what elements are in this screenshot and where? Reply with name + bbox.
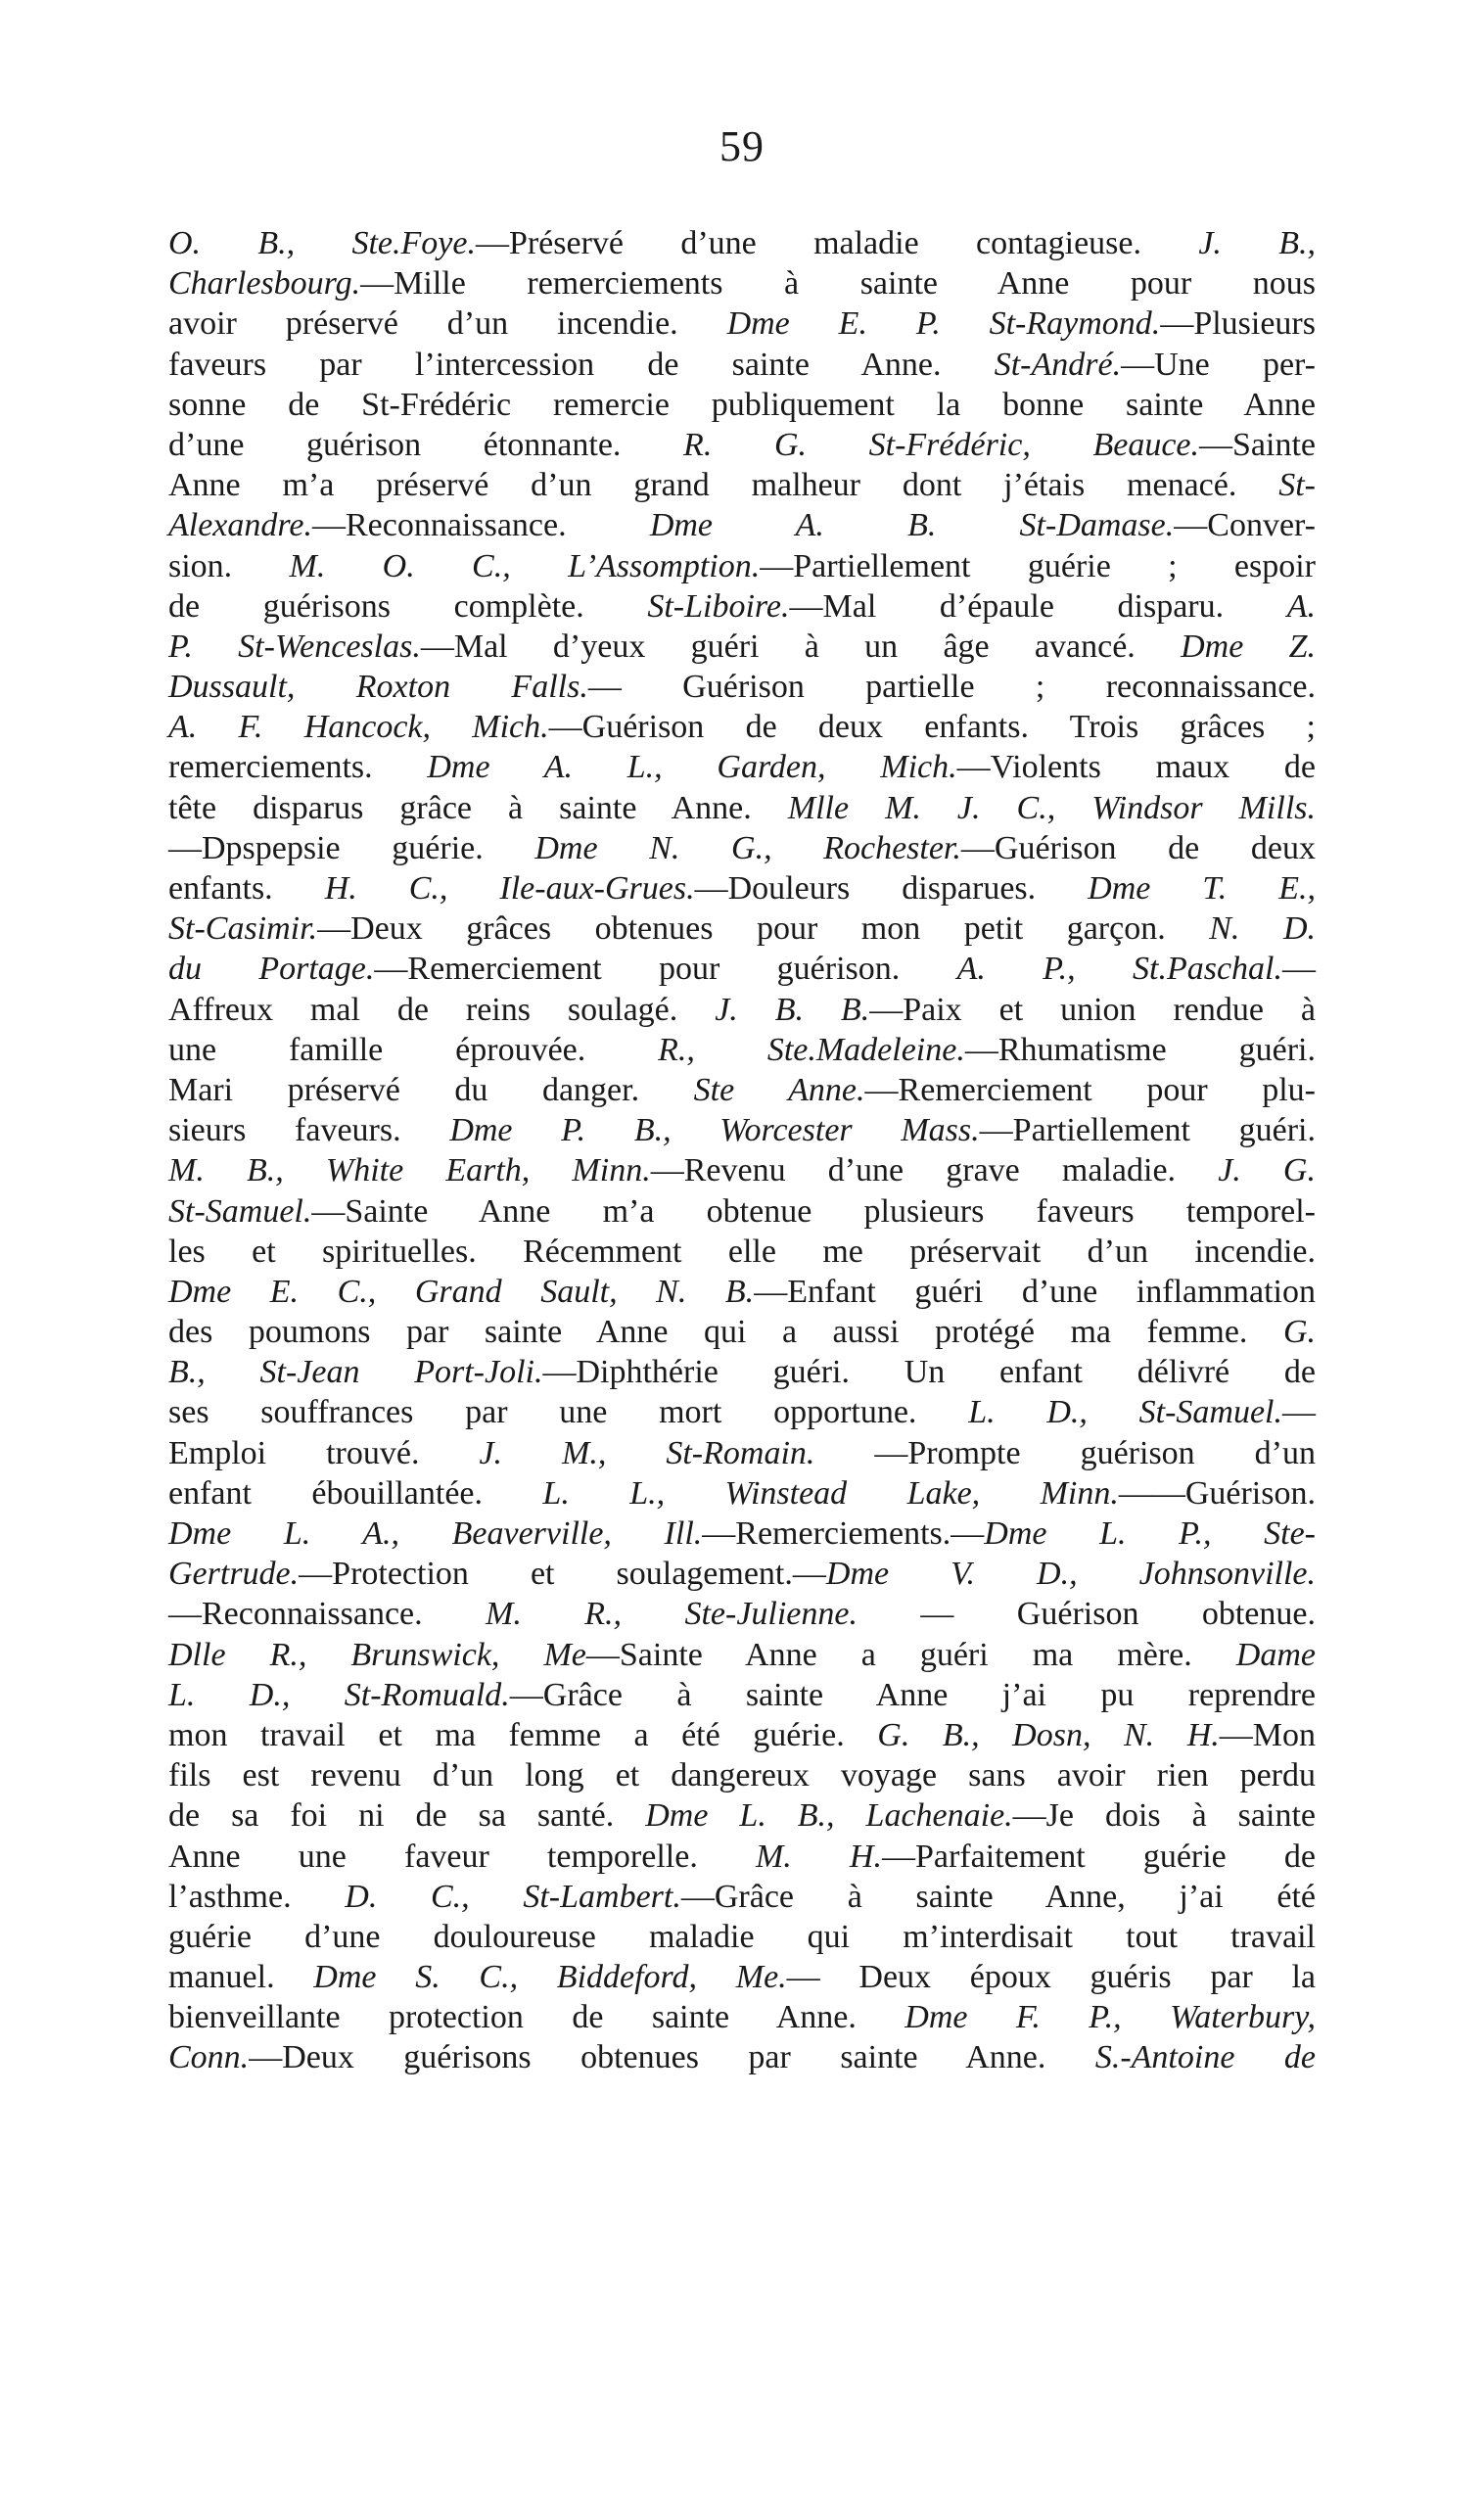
text-run: d’une guérison étonnante. <box>168 426 684 463</box>
text-run: —Violents maux de <box>956 749 1316 786</box>
text-line <box>168 1191 1316 1232</box>
text-line <box>168 1917 1316 1957</box>
text-run: —Remerciement pour plu- <box>864 1071 1316 1108</box>
italic-reference: R., Ste.Madeleine. <box>658 1031 965 1068</box>
text-run: —Partiellement guérie ; espoir <box>760 547 1316 584</box>
text-line <box>168 868 1316 908</box>
text-line <box>168 1150 1316 1190</box>
text-run: sonne de St-Frédéric remercie publiquement la bonne sainte Anne <box>168 386 1316 423</box>
text-run: — <box>1282 951 1316 988</box>
text-run: —Remerciement pour guérison. <box>374 951 957 988</box>
italic-reference: Alexandre. <box>168 507 312 544</box>
text-line <box>168 1877 1316 1917</box>
italic-reference: D. C., St-Lambert. <box>345 1878 681 1915</box>
italic-reference: N. D. <box>1209 910 1316 948</box>
text-line <box>168 1997 1316 2037</box>
text-line <box>168 1110 1316 1150</box>
text-line <box>168 465 1316 505</box>
text-run: — <box>1282 1394 1316 1431</box>
italic-reference: P. St-Wenceslas. <box>168 628 421 665</box>
italic-reference: H. C., Ile-aux-Grues. <box>324 870 695 907</box>
italic-reference: St-Liboire. <box>647 587 790 625</box>
text-line <box>168 223 1316 263</box>
text-line <box>168 908 1316 949</box>
text-run: —Partiellement guéri. <box>979 1112 1316 1149</box>
text-run: Anne m’a préservé d’un grand malheur dont j’étais menacé. <box>168 467 1279 504</box>
text-run: enfants. <box>168 870 325 907</box>
text-line <box>168 747 1316 787</box>
text-run: Anne une faveur temporelle. <box>168 1838 756 1875</box>
text-line <box>168 1837 1316 1877</box>
text-line <box>168 303 1316 344</box>
text-run: —Mon <box>1219 1716 1317 1753</box>
text-run: —Rhumatisme guéri. <box>964 1031 1316 1068</box>
text-run: ——Guérison. <box>1118 1474 1316 1512</box>
text-run: —Revenu d’une grave maladie. <box>650 1152 1219 1189</box>
text-line <box>168 1030 1316 1070</box>
text-run: fils est revenu d’un long et dangereux voyage sans avoir rien perdu <box>168 1757 1316 1794</box>
text-line <box>168 1312 1316 1352</box>
text-run: —Parfaitement guérie de <box>881 1838 1316 1875</box>
text-run: faveurs par l’intercession de sainte Anne. <box>168 346 995 383</box>
text-run: Emploi trouvé. <box>168 1434 480 1471</box>
italic-reference: J. B., <box>1198 225 1316 261</box>
page-number: 59 <box>719 122 765 170</box>
text-line <box>168 990 1316 1030</box>
text-run: de guérisons complète. <box>168 587 648 625</box>
italic-reference: M. O. C., L’Assomption. <box>289 547 761 584</box>
text-run: avoir préservé d’un incendie. <box>168 305 727 343</box>
text-run: —Remerciements.— <box>702 1515 985 1552</box>
text-run: —Reconnaissance. <box>168 1596 487 1633</box>
italic-reference: Gertrude. <box>168 1556 300 1593</box>
italic-reference: J. B. B. <box>715 991 870 1028</box>
italic-reference: Dme T. E., <box>1088 870 1316 907</box>
italic-reference: Dme A. B. St-Damase. <box>649 507 1175 544</box>
text-run: —Grâce à sainte Anne j’ai pu reprendre <box>509 1676 1317 1713</box>
italic-reference: du Portage. <box>168 951 375 988</box>
text-run: —Enfant guéri d’une inflammation <box>754 1273 1316 1310</box>
text-line <box>168 828 1316 868</box>
text-run: sion. <box>168 547 290 584</box>
text-run: — Guérison obtenue. <box>857 1596 1316 1633</box>
italic-reference: G. B., Dosn, N. H. <box>877 1716 1220 1753</box>
text-line <box>168 1070 1316 1110</box>
italic-reference: R. G. St-Frédéric, Beauce. <box>683 426 1200 463</box>
italic-reference: M. H. <box>755 1838 882 1875</box>
text-run: —Je dois à sainte <box>1012 1797 1316 1835</box>
italic-reference: J. G. <box>1218 1152 1316 1189</box>
italic-reference: Dme F. P., Waterbury, <box>904 1999 1316 2036</box>
text-line <box>168 505 1316 545</box>
text-line <box>168 1514 1316 1554</box>
text-run: tête disparus grâce à sainte Anne. <box>168 789 788 826</box>
text-line <box>168 546 1316 586</box>
italic-reference: St-Samuel. <box>168 1192 312 1230</box>
text-line <box>168 1352 1316 1392</box>
text-run: — Guérison partielle ; reconnaissance. <box>587 669 1317 706</box>
text-run: Affreux mal de reins soulagé. <box>168 991 716 1028</box>
text-line <box>168 1715 1316 1755</box>
text-run: ses souffrances par une mort opportune. <box>168 1394 969 1431</box>
italic-reference: Dme V. D., Johnsonville. <box>825 1556 1317 1593</box>
italic-reference: St-Casimir. <box>168 910 318 948</box>
text-line <box>168 2037 1316 2077</box>
text-run: des poumons par sainte Anne qui a aussi protégé ma femme. <box>168 1314 1283 1351</box>
italic-reference: Conn. <box>168 2039 250 2076</box>
italic-reference: Mlle M. J. C., Windsor Mills. <box>787 789 1316 826</box>
text-line <box>168 385 1316 425</box>
italic-reference: A. <box>1286 587 1317 625</box>
text-run: —Protection et soulagement.— <box>299 1556 826 1593</box>
text-run: —Sainte <box>1199 426 1316 463</box>
text-line <box>168 1473 1316 1514</box>
text-run: —Reconnaissance. <box>311 507 650 544</box>
text-run: —Paix et union rendue à <box>869 991 1316 1028</box>
italic-reference: O. B., Ste.Foye. <box>168 225 476 261</box>
text-line <box>168 1433 1316 1473</box>
text-line <box>168 788 1316 828</box>
italic-reference: M. R., Ste-Julienne. <box>486 1596 858 1633</box>
italic-reference: Dme Z. <box>1181 628 1316 665</box>
text-run: —Sainte Anne a guéri ma mère. <box>585 1636 1236 1673</box>
page-body-text <box>168 223 1316 2078</box>
text-run: — Deux époux guéris par la <box>786 1959 1317 1996</box>
text-run: —Guérison de deux enfants. Trois grâces ; <box>548 709 1316 746</box>
text-line <box>168 263 1316 303</box>
italic-reference: G. <box>1282 1314 1316 1351</box>
text-run: bienveillante protection de sainte Anne. <box>168 1999 905 2036</box>
italic-reference: A. P., St.Paschal. <box>956 951 1282 988</box>
italic-reference: St- <box>1278 467 1316 504</box>
text-run: l’asthme. <box>168 1878 346 1915</box>
text-line <box>168 1675 1316 1715</box>
italic-reference: Dme E. C., Grand Sault, N. B. <box>168 1273 755 1310</box>
text-line <box>168 1635 1316 1675</box>
italic-reference: M. B., White Earth, Minn. <box>168 1152 651 1189</box>
text-line <box>168 1594 1316 1634</box>
text-run: une famille éprouvée. <box>168 1031 659 1068</box>
italic-reference: S.-Antoine de <box>1094 2039 1316 2076</box>
text-run: mon travail et ma femme a été guérie. <box>168 1716 878 1753</box>
text-line <box>168 627 1316 667</box>
text-run: —Préservé d’une maladie contagieuse. <box>475 225 1199 261</box>
text-line <box>168 425 1316 465</box>
text-run: de sa foi ni de sa santé. <box>168 1797 646 1835</box>
italic-reference: Dussault, Roxton Falls. <box>168 669 588 706</box>
text-line <box>168 345 1316 385</box>
text-run: —Mille remerciements à sainte Anne pour nous <box>360 265 1316 303</box>
italic-reference: Ste Anne. <box>693 1071 865 1108</box>
text-line <box>168 1957 1316 1997</box>
text-run: —Mal d’épaule disparu. <box>789 587 1287 625</box>
text-run: —Conver- <box>1174 507 1316 544</box>
italic-reference: St-André. <box>994 346 1122 383</box>
italic-reference: Dme L. A., Beaverville, Ill. <box>168 1515 703 1552</box>
italic-reference: L. D., St-Samuel. <box>968 1394 1282 1431</box>
text-run: —Sainte Anne m’a obtenue plusieurs faveurs temporel- <box>311 1192 1316 1230</box>
italic-reference: Dlle R., Brunswick, Me <box>168 1636 586 1673</box>
italic-reference: Dame <box>1235 1636 1316 1673</box>
text-line <box>168 949 1316 989</box>
text-run: guérie d’une douloureuse maladie qui m’interdisait tout travail <box>168 1918 1316 1955</box>
text-line <box>168 1272 1316 1312</box>
italic-reference: J. M., St-Romain. <box>479 1434 815 1471</box>
text-run: —Mal d’yeux guéri à un âge avancé. <box>420 628 1182 665</box>
text-run: —Deux grâces obtenues pour mon petit garçon. <box>317 910 1210 948</box>
text-run: —Deux guérisons obtenues par sainte Anne. <box>249 2039 1095 2076</box>
text-run: enfant ébouillantée. <box>168 1474 543 1512</box>
italic-reference: Charlesbourg. <box>168 265 361 303</box>
text-run: —Douleurs disparues. <box>694 870 1089 907</box>
text-line <box>168 667 1316 707</box>
italic-reference: Dme S. C., Biddeford, Me. <box>313 1959 787 1996</box>
text-line <box>168 1755 1316 1795</box>
text-run: —Prompte guérison d’un <box>814 1434 1316 1471</box>
italic-reference: Dme N. G., Rochester. <box>534 829 961 866</box>
italic-reference: Dme A. L., Garden, Mich. <box>427 749 957 786</box>
text-run: —Guérison de deux <box>960 829 1316 866</box>
text-run: —Dpspepsie guérie. <box>168 829 535 866</box>
italic-reference: A. F. Hancock, Mich. <box>168 709 549 746</box>
italic-reference: L. L., Winstead Lake, Minn. <box>542 1474 1119 1512</box>
text-line <box>168 1554 1316 1594</box>
text-run: —Grâce à sainte Anne, j’ai été <box>680 1878 1317 1915</box>
text-run: —Diphthérie guéri. Un enfant délivré de <box>542 1354 1316 1391</box>
text-line <box>168 1392 1316 1432</box>
text-run: les et spirituelles. Récemment elle me préservait d’un incendie. <box>168 1233 1316 1270</box>
italic-reference: Dme L. B., Lachenaie. <box>645 1797 1013 1835</box>
text-run: Mari préservé du danger. <box>168 1071 694 1108</box>
italic-reference: L. D., St-Romuald. <box>168 1676 510 1713</box>
text-line <box>168 1232 1316 1272</box>
text-run: —Plusieurs <box>1160 305 1316 343</box>
text-line <box>168 1795 1316 1836</box>
text-run: sieurs faveurs. <box>168 1112 450 1149</box>
text-run: —Une per- <box>1121 346 1316 383</box>
text-line <box>168 586 1316 627</box>
text-run: manuel. <box>168 1959 314 1996</box>
italic-reference: Dme L. P., Ste- <box>984 1515 1316 1552</box>
italic-reference: B., St-Jean Port-Joli. <box>168 1354 543 1391</box>
text-line <box>168 707 1316 747</box>
italic-reference: Dme P. B., Worcester Mass. <box>449 1112 980 1149</box>
italic-reference: Dme E. P. St-Raymond. <box>726 305 1161 343</box>
text-run: remerciements. <box>168 749 428 786</box>
